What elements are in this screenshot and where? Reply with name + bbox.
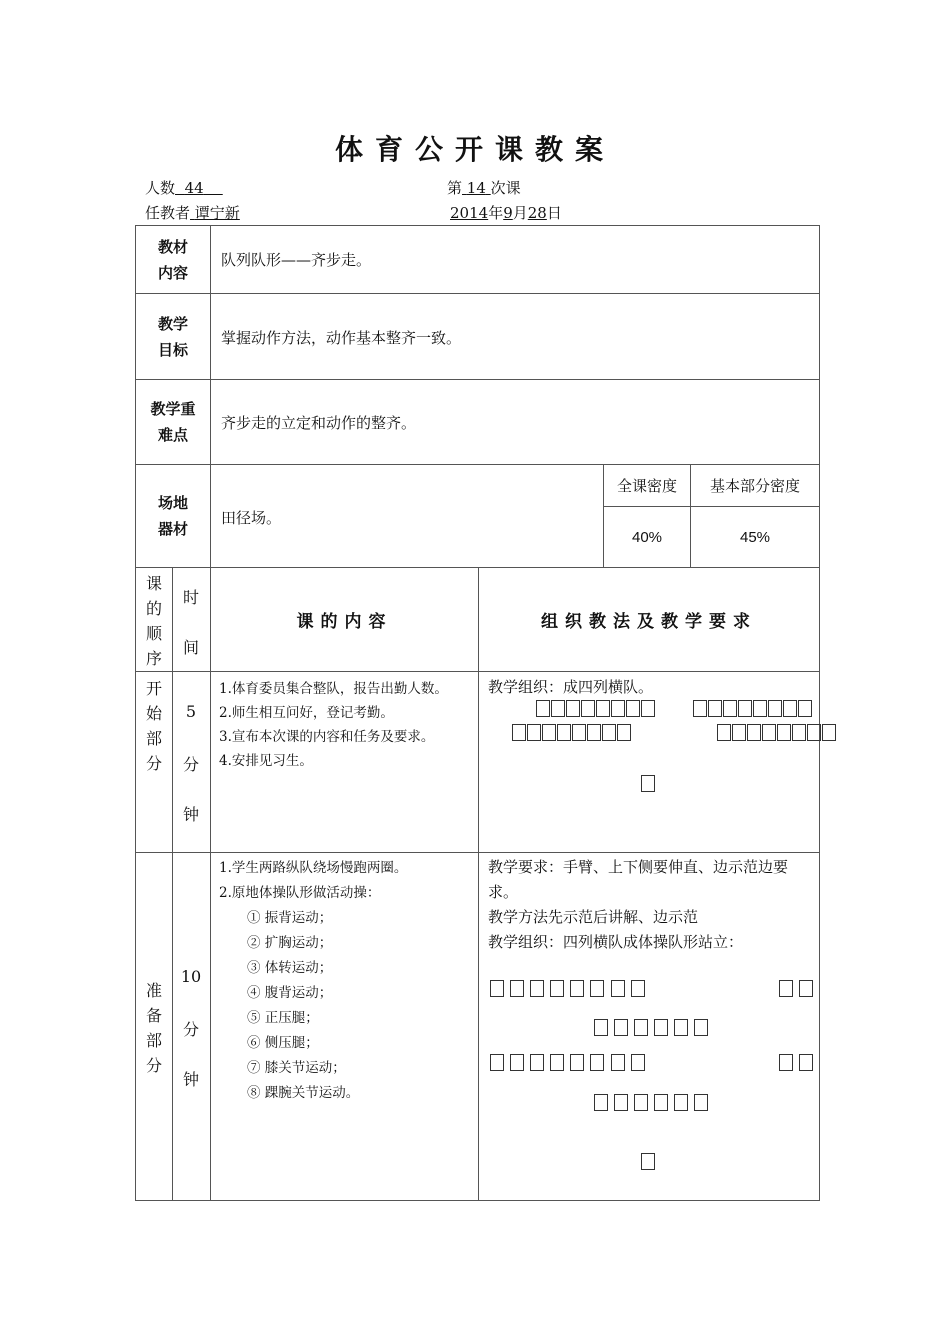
prep-method-requirement: 教学要求：手臂、上下侧要伸直、边示范边要 xyxy=(488,858,789,876)
list-item: 1.体育委员集合整队，报告出勤人数。 xyxy=(219,681,448,697)
student-count xyxy=(145,177,223,198)
lesson-date: 2014年9月28日 xyxy=(450,204,562,222)
list-item: 1.学生两路纵队绕场慢跑两圈。 xyxy=(219,860,408,876)
objective-label: 教学 目标 xyxy=(157,314,188,359)
venue-label: 场地 器材 xyxy=(157,494,188,538)
prep-method-org: 教学组织：四列横队成体操队形站立： xyxy=(488,933,744,951)
exercise-item: ④ 腹背运动； xyxy=(247,985,333,1001)
exercise-item: ① 振背运动； xyxy=(247,910,333,926)
exercise-item: ② 扩胸运动； xyxy=(247,935,333,951)
density-basic-value: 45% xyxy=(739,528,771,546)
list-item: 2.师生相互问好，登记考勤。 xyxy=(219,705,394,721)
start-method-org: 教学组织：成四列横队。 xyxy=(488,678,654,696)
teacher: 任教者 谭宁新 xyxy=(145,204,240,222)
density-total-label: 全课密度 xyxy=(616,477,677,495)
keypoints-content: 齐步走的立定和动作的整齐。 xyxy=(221,414,417,432)
exercise-item: ⑧ 踝腕关节运动。 xyxy=(247,1085,360,1101)
student-count-label: 人数 xyxy=(145,179,176,197)
list-item: 2.原地体操队形做活动操： xyxy=(219,885,381,901)
lesson-number: 第 14 次课 xyxy=(447,179,521,197)
student-count-value: 44 xyxy=(184,179,204,197)
density-total-value: 40% xyxy=(631,528,663,546)
list-item: 3.宣布本次课的内容和任务及要求。 xyxy=(219,729,435,745)
material-label: 教材 内容 xyxy=(157,237,188,282)
page-title: 体育公开课教案 xyxy=(334,133,615,166)
exercise-item: ⑦ 膝关节运动； xyxy=(247,1060,346,1076)
keypoints-label: 教学重 难点 xyxy=(150,400,196,444)
objective-content: 掌握动作方法，动作基本整齐一致。 xyxy=(221,329,462,347)
list-item: 4.安排见习生。 xyxy=(219,753,313,769)
exercise-item: ⑥ 侧压腿； xyxy=(247,1035,319,1051)
exercise-item: ⑤ 正压腿； xyxy=(247,1010,319,1026)
method-column-header: 组织教法及教学要求 xyxy=(541,612,757,632)
prep-method-requirement-cont: 求。 xyxy=(488,883,519,901)
prep-method-way: 教学方法先示范后讲解、边示范 xyxy=(488,908,699,926)
exercise-item: ③ 体转运动； xyxy=(247,960,333,976)
content-column-header: 课的内容 xyxy=(296,612,393,632)
material-content: 队列队形——齐步走。 xyxy=(221,251,372,269)
venue-content: 田径场。 xyxy=(221,509,282,527)
density-basic-label: 基本部分密度 xyxy=(709,477,800,495)
